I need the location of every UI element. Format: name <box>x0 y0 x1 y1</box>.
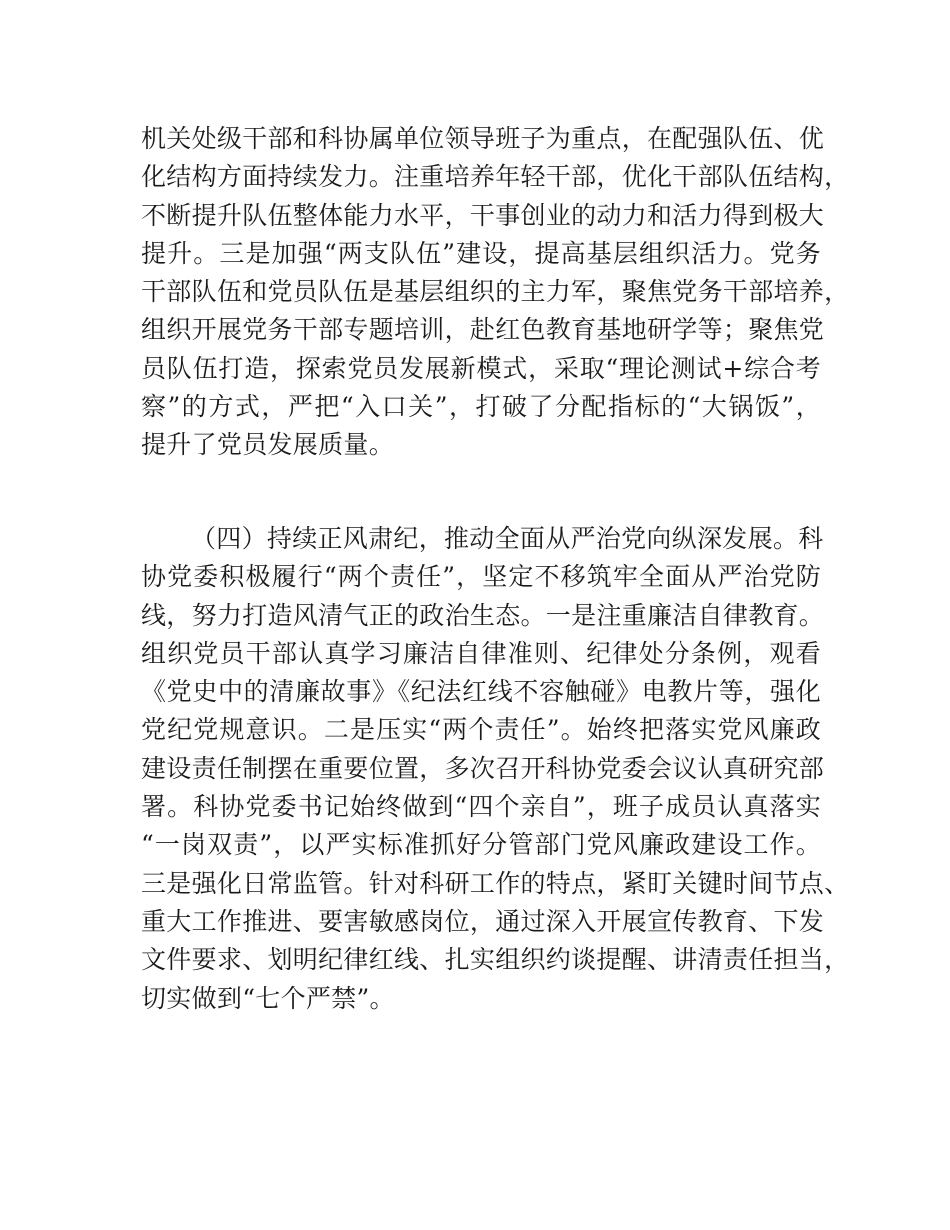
text-line: 组织开展党务干部专题培训，赴红色教育基地研学等；聚焦党 <box>141 315 825 345</box>
text-line: 重大工作推进、要害敏感岗位，通过深入开展宣传教育、下发 <box>141 906 825 936</box>
text-line: 署。科协党委书记始终做到“四个亲自”，班子成员认真落实 <box>141 792 821 822</box>
text-line: 察”的方式，严把“入口关”，打破了分配指标的“大锅饭”， <box>141 392 821 422</box>
section-heading-line: （四）持续正风肃纪，推动全面从严治党向纵深发展。科 <box>191 524 824 553</box>
text-line: 协党委积极履行“两个责任”，坚定不移筑牢全面从严治党防 <box>141 562 821 592</box>
text-line: 党纪党规意识。二是压实“两个责任”。始终把落实党风廉政 <box>141 715 821 745</box>
text-line: 《党史中的清廉故事》《纪法红线不容触碰》电教片等，强化 <box>141 677 821 707</box>
text-line: 文件要求、划明纪律红线、扎实组织约谈提醒、讲清责任担当， <box>141 945 850 975</box>
text-line: 干部队伍和党员队伍是基层组织的主力军，聚焦党务干部培养， <box>141 277 850 307</box>
text-line: 建设责任制摆在重要位置，多次召开科协党委会议认真研究部 <box>141 753 825 783</box>
paragraph-team-building <box>141 120 850 465</box>
text-line: 线，努力打造风清气正的政治生态。一是注重廉洁自律教育。 <box>141 600 825 630</box>
text-line: 提升。三是加强“两支队伍”建设，提高基层组织活力。党务 <box>141 238 821 268</box>
text-line: 三是强化日常监管。针对科研工作的特点，紧盯关键时间节点、 <box>141 868 850 898</box>
paragraph-discipline <box>141 520 850 1018</box>
text-line: 提升了党员发展质量。 <box>141 430 395 460</box>
text-line: 切实做到“七个严禁”。 <box>141 983 395 1013</box>
text-line: 机关处级干部和科协属单位领导班子为重点，在配强队伍、优 <box>141 124 825 153</box>
text-line: “一岗双责”，以严实标准抓好分管部门党风廉政建设工作。 <box>141 830 821 860</box>
text-line: 不断提升队伍整体能力水平，干事创业的动力和活力得到极大 <box>141 200 825 230</box>
text-line: 组织党员干部认真学习廉洁自律准则、纪律处分条例，观看 <box>141 638 821 668</box>
text-line: 化结构方面持续发力。注重培养年轻干部，优化干部队伍结构， <box>141 162 850 192</box>
text-line: 员队伍打造，探索党员发展新模式，采取“理论测试+综合考 <box>141 353 821 383</box>
